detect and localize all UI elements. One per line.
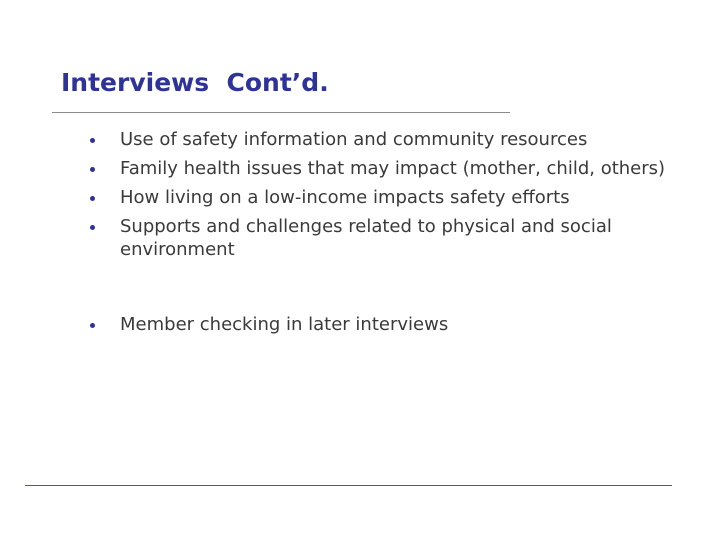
bullet-dot-icon xyxy=(90,138,95,143)
bullet-dot-icon xyxy=(90,323,95,328)
bullet-item xyxy=(90,186,690,209)
title-divider xyxy=(52,112,510,113)
bullet-dot-icon xyxy=(90,167,95,172)
slide-title: Interviews Cont’d. xyxy=(61,68,329,97)
bullet-text: How living on a low-income impacts safety efforts xyxy=(120,187,570,208)
bullet-dot-icon xyxy=(90,225,95,230)
bullet-text: Family health issues that may impact (mother, child, others) xyxy=(120,158,666,179)
bullet-item xyxy=(90,157,690,180)
bullet-item xyxy=(90,215,690,261)
footer-divider xyxy=(25,485,672,486)
bullet-item xyxy=(90,128,690,151)
bullet-text: Member checking in later interviews xyxy=(120,314,449,335)
bullet-list xyxy=(90,128,690,342)
bullet-text: Use of safety information and community resources xyxy=(120,129,588,150)
bullet-dot-icon xyxy=(90,196,95,201)
bullet-item xyxy=(90,313,690,336)
bullet-text: Supports and challenges related to physical and social environment xyxy=(120,216,612,260)
